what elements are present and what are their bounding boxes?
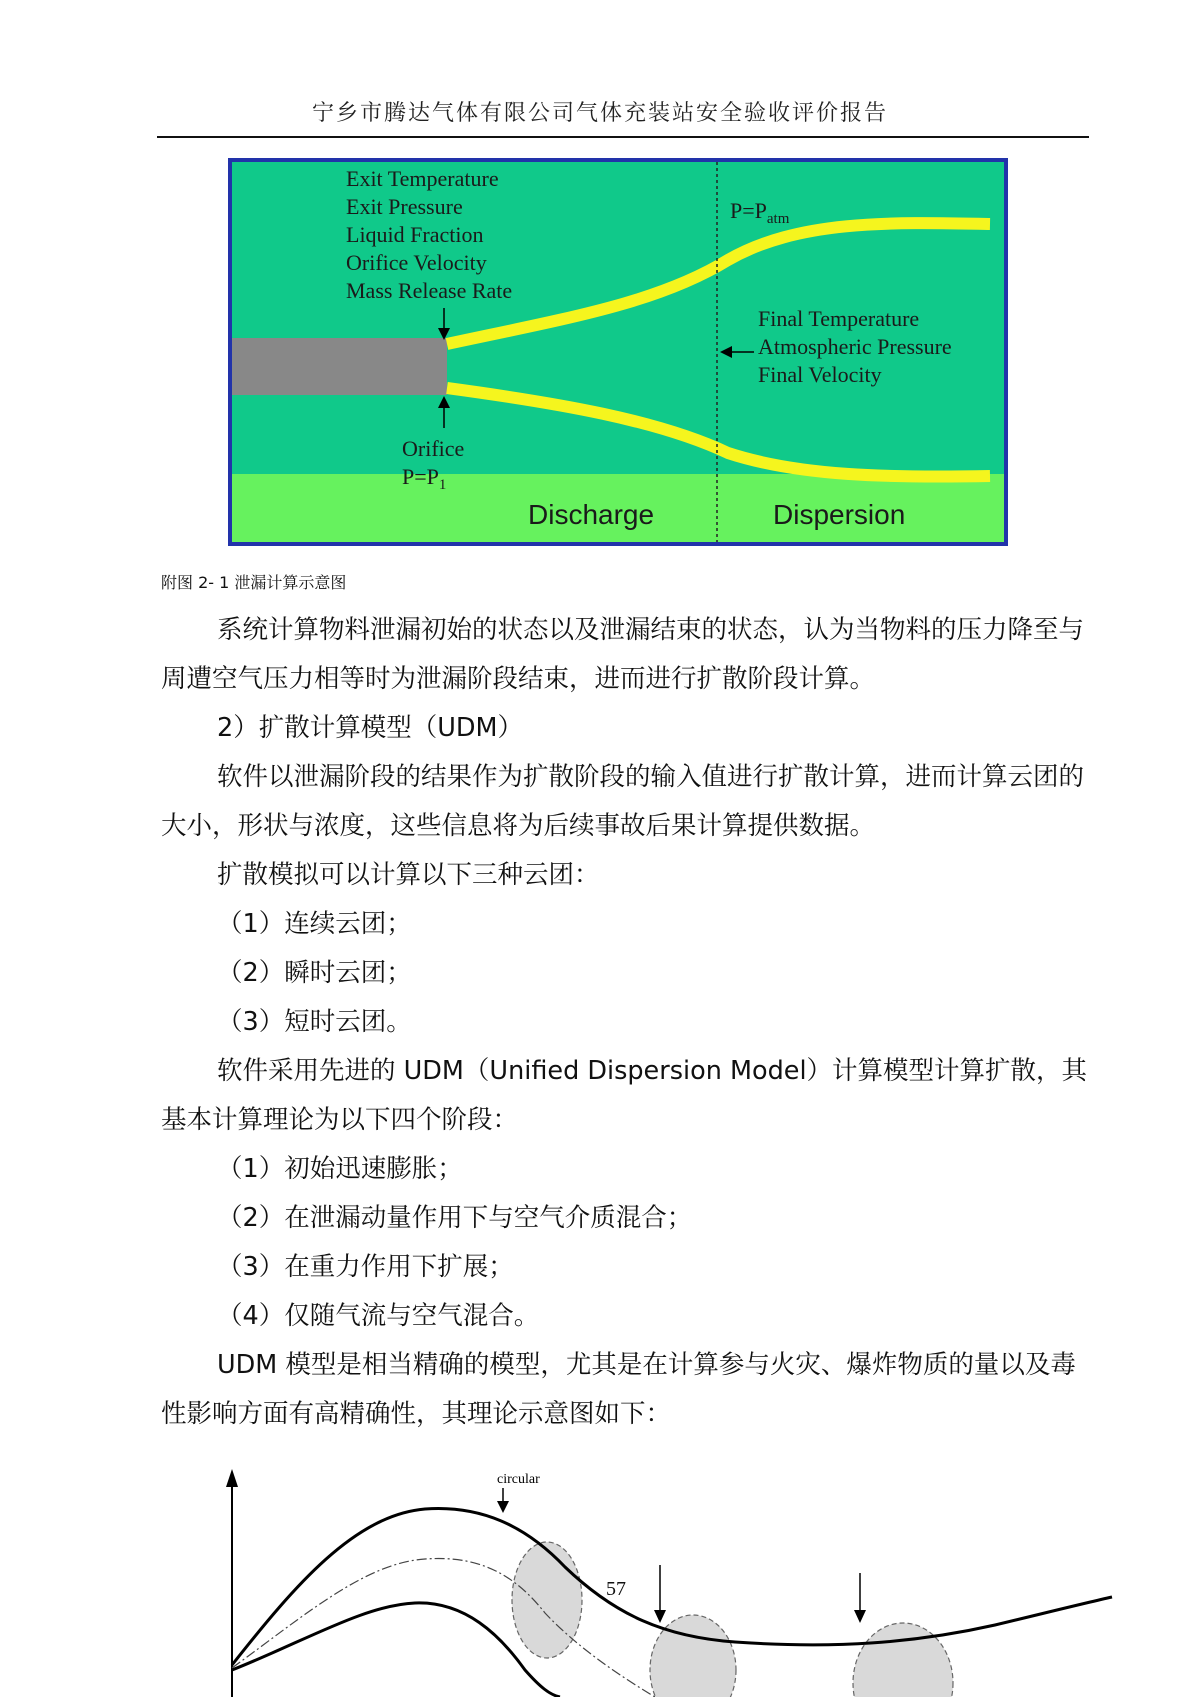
paragraph: UDM 模型是相当精确的模型，尤其是在计算参与火灾、爆炸物质的量以及毒性影响方面有高精确性，其理论示意图如下：	[161, 1350, 1076, 1429]
list-item: （2）瞬时云团；	[217, 958, 412, 988]
label-p1-main: P=P	[402, 464, 439, 489]
list-item: （3）短时云团。	[217, 1007, 412, 1037]
cloud-centerline	[232, 1558, 655, 1697]
label-liquid-fraction: Liquid Fraction	[346, 222, 484, 247]
label-final-velocity: Final Velocity	[758, 362, 882, 387]
list-item: （1）连续云团；	[217, 909, 412, 939]
list-item: （1）初始迅速膨胀；	[217, 1154, 463, 1184]
discharge-dispersion-diagram	[228, 158, 1008, 546]
label-p1-sub: 1	[438, 477, 447, 493]
label-patm-main: P=P	[730, 198, 767, 223]
label-dispersion: Dispersion	[773, 499, 906, 530]
cloud-lower-boundary	[232, 1603, 560, 1697]
paragraph: 扩散模拟可以计算以下三种云团：	[217, 860, 600, 890]
nozzle	[232, 338, 447, 395]
cloud-section	[853, 1623, 953, 1697]
list-item: （3）在重力作用下扩展；	[217, 1252, 514, 1282]
section-arrowhead	[854, 1610, 866, 1623]
label-discharge: Discharge	[528, 499, 655, 530]
label-mass-release-rate: Mass Release Rate	[346, 278, 513, 303]
udm-theory-diagram	[215, 1465, 1115, 1697]
list-item: （2）在泄漏动量作用下与空气介质混合；	[217, 1203, 693, 1233]
page-header: 宁乡市腾达气体有限公司气体充装站安全验收评价报告	[311, 101, 888, 126]
page-number: 57	[606, 1578, 626, 1600]
section-arrowhead	[654, 1610, 666, 1623]
paragraph: 软件采用先进的 UDM（Unified Dispersion Model）计算模型计算扩散，其基本计算理论为以下四个阶段：	[161, 1056, 1088, 1135]
label-orifice: Orifice	[402, 436, 465, 461]
paragraph: 2）扩散计算模型（UDM）	[217, 713, 524, 743]
paragraph: 系统计算物料泄漏初始的状态以及泄漏结束的状态，认为当物料的压力降至与周遭空气压力相等时为泄漏阶段结束，进而进行扩散阶段计算。	[161, 615, 1085, 694]
list-item: （4）仅随气流与空气混合。	[217, 1301, 540, 1331]
cloud-section	[512, 1542, 582, 1658]
vertical-axis-arrowhead	[226, 1469, 238, 1487]
label-exit-pressure: Exit Pressure	[346, 194, 463, 219]
label-circular: circular	[497, 1472, 540, 1487]
body-text	[161, 606, 1101, 1439]
label-orifice-velocity: Orifice Velocity	[346, 250, 487, 275]
label-patm-sub: atm	[766, 211, 790, 227]
paragraph: 软件以泄漏阶段的结果作为扩散阶段的输入值进行扩散计算，进而计算云团的大小，形状与浓度，这些信息将为后续事故后果计算提供数据。	[161, 762, 1085, 841]
label-atmospheric-pressure: Atmospheric Pressure	[758, 334, 952, 359]
label-exit-temperature: Exit Temperature	[346, 166, 499, 191]
figure-caption: 附图 2- 1 泄漏计算示意图	[161, 573, 347, 592]
header-rule	[157, 136, 1089, 138]
circular-arrowhead	[497, 1501, 509, 1513]
label-final-temperature: Final Temperature	[758, 306, 920, 331]
